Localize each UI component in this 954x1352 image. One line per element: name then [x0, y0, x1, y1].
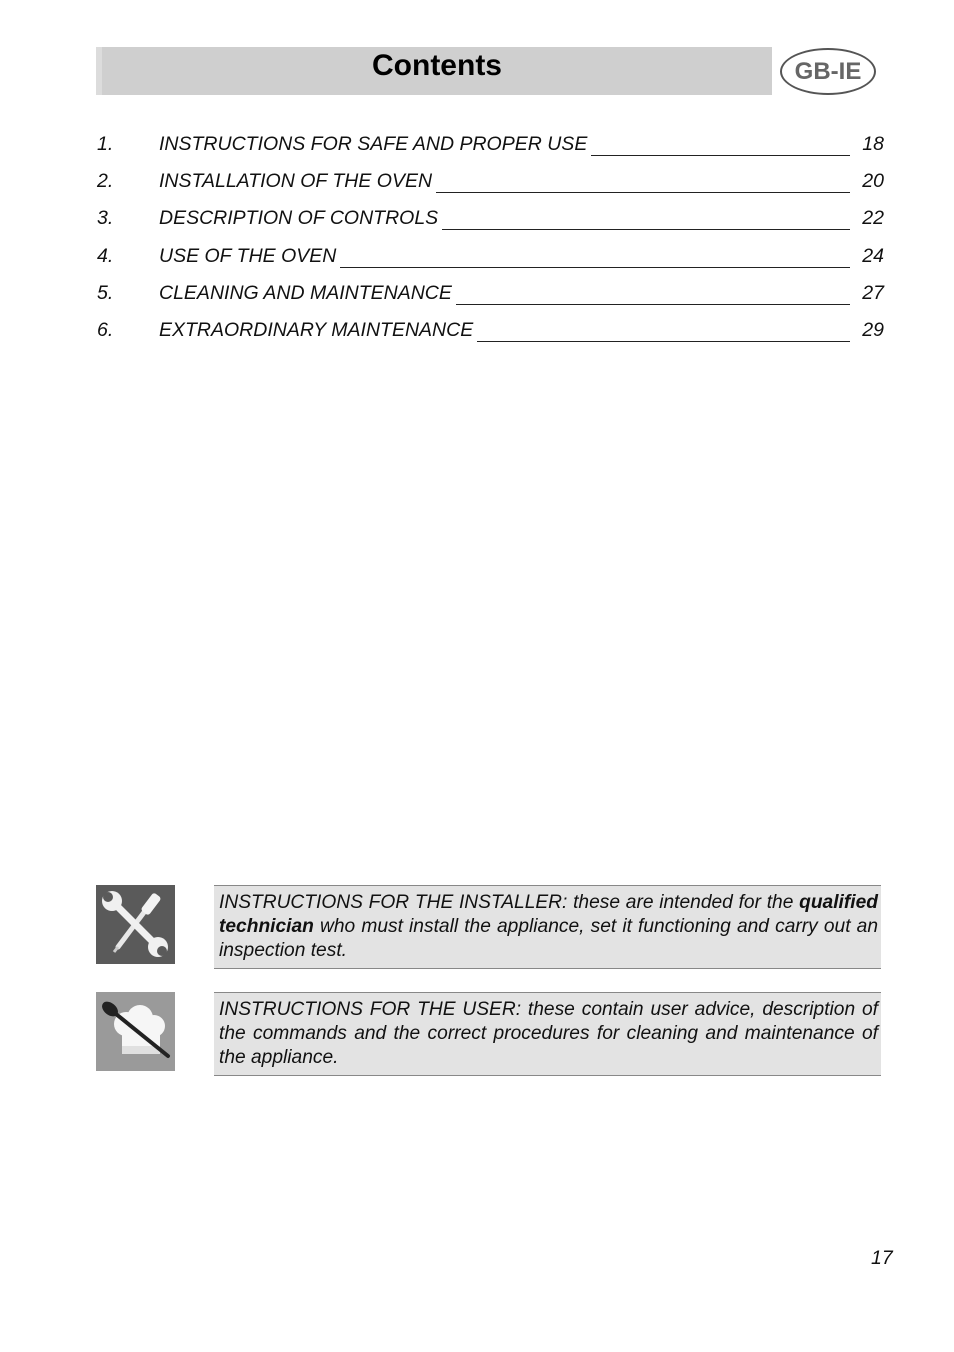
- toc-entry-title: USE OF THE OVEN: [159, 245, 340, 268]
- installer-note-text-end: who must install the appliance, set it functioning and carry out an inspection test.: [219, 916, 878, 961]
- toc-entry[interactable]: [97, 282, 884, 319]
- toc-entry-number: 1.: [97, 133, 114, 155]
- page-number: 17: [871, 1247, 893, 1269]
- toc-entry-number: 4.: [97, 244, 114, 267]
- toc-entry-page: 27: [862, 281, 884, 304]
- toc-entry[interactable]: [97, 170, 884, 207]
- language-badge: GB-IE: [780, 48, 876, 95]
- toc-entry-number: 6.: [97, 318, 114, 341]
- table-of-contents: [97, 133, 884, 356]
- page-title: Contents: [372, 49, 502, 82]
- toc-entry-page: 24: [862, 244, 884, 267]
- toc-entry[interactable]: [97, 133, 884, 170]
- toc-entry-page: 29: [862, 318, 884, 341]
- toc-entry-number: 5.: [97, 281, 114, 304]
- toc-entry-page: 22: [862, 207, 884, 230]
- user-instructions-note: INSTRUCTIONS FOR THE USER: these contain user advice, description of the commands and the correct procedures for cleaning and maintenance of the appliance.: [214, 992, 881, 1076]
- toc-entry[interactable]: [97, 207, 884, 244]
- toc-entry-title: CLEANING AND MAINTENANCE: [159, 282, 456, 305]
- toc-entry-page: 18: [862, 133, 884, 155]
- installer-note-text-start: INSTRUCTIONS FOR THE INSTALLER: these are intended for the: [219, 892, 800, 913]
- toc-entry-title: DESCRIPTION OF CONTROLS: [159, 207, 442, 230]
- title-bar: [96, 47, 772, 95]
- toc-entry-title: EXTRAORDINARY MAINTENANCE: [159, 319, 477, 342]
- wrench-screwdriver-icon: [96, 885, 175, 964]
- installer-instructions-note: [214, 885, 881, 969]
- toc-entry-page: 20: [862, 170, 884, 193]
- toc-entry-title: INSTRUCTIONS FOR SAFE AND PROPER USE: [159, 133, 591, 156]
- toc-entry[interactable]: [97, 319, 884, 356]
- installer-note-bold-text: qualified technician: [219, 892, 878, 937]
- toc-entry-number: 2.: [97, 170, 114, 193]
- toc-entry-title: INSTALLATION OF THE OVEN: [159, 170, 436, 193]
- toc-entry-number: 3.: [97, 207, 114, 230]
- chef-hat-spoon-icon: [96, 992, 175, 1071]
- toc-entry[interactable]: [97, 245, 884, 282]
